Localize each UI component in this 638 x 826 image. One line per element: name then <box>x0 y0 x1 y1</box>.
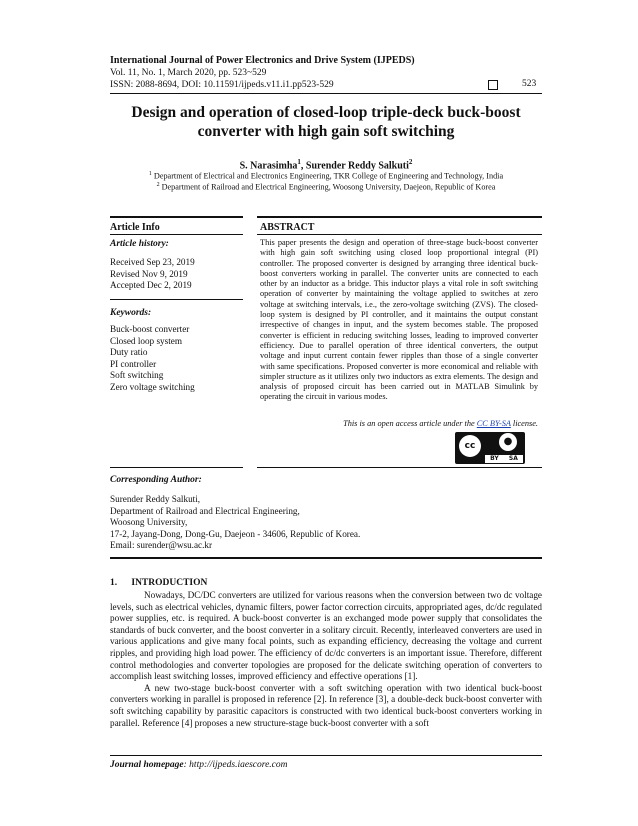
corr-line: Department of Railroad and Electrical Engineering, <box>110 505 300 516</box>
corresponding-author-label: Corresponding Author: <box>110 475 202 485</box>
affiliation-2 <box>110 182 542 192</box>
received-date: Received Sep 23, 2019 <box>110 257 195 267</box>
checkbox-icon <box>488 80 498 90</box>
author-list <box>110 158 542 171</box>
journal-name: International Journal of Power Electronics and Drive System (IJPEDS) <box>110 55 415 66</box>
article-history-label: Article history: <box>110 239 169 249</box>
author-name: S. Narasimha <box>239 160 298 172</box>
keyword-item: Duty ratio <box>110 347 148 358</box>
corr-email: Email: surender@wsu.ac.kr <box>110 540 213 551</box>
corr-line: Woosong University, <box>110 517 188 528</box>
author-affil-sup: 2 <box>408 158 413 166</box>
author-name: Surender Reddy Salkuti <box>305 160 409 172</box>
by-sa-strip <box>485 455 523 463</box>
affil-sup: 2 <box>156 182 160 188</box>
abstract-text: This paper presents the design and operation of three-stage buck-boost converter with high gain soft switching using closed loop proportional integral (PI) controller. The proposed converter is designed by arranging three identical buck-boost converters working in parallel. The converter units are connected to each other by an inductor as a bridge. This inductor plays a vital role in soft switching operation of converter by maintaining the voltage applied to switches at zero voltage at switching intervals, i.e., the zero-voltage switching (ZVS). The closed-loop system is designed by PI controller, and it maintains the output constant irrespective of changes in input, and the system becomes stable. The proposed converter is efficient in reducing switching losses, leading to improved converter efficiency. Due to parallel operation of three identical converters, the output voltage and input current contain fewer ripples than those of a single converter with same specifications. Proposed converter is more economical and reliable with simpler structure as it utilizes only two inductors as extra elements. The design and analysis of proposed circuit has been carried out in MATLAB Simulink by operating the circuit in various modes. <box>260 238 538 402</box>
corr-line: 17-2, Jayang-Dong, Dong-Gu, Daejeon - 34606, Republic of Korea. <box>110 528 361 539</box>
keywords-label: Keywords: <box>110 308 152 318</box>
corresponding-author-details <box>110 494 510 552</box>
accepted-date: Accepted Dec 2, 2019 <box>110 280 192 291</box>
license-suffix: license. <box>510 419 538 428</box>
article-info-bottom-rule <box>110 467 243 468</box>
volume-info: Vol. 11, No. 1, March 2020, pp. 523~529 <box>110 68 267 78</box>
header-divider <box>110 93 542 94</box>
history-divider <box>110 299 243 300</box>
affiliation-1 <box>110 171 542 181</box>
page-number: 523 <box>522 79 537 89</box>
keyword-item: Zero voltage switching <box>110 381 195 392</box>
title-line-1: Design and operation of closed-loop triple-deck buck-boost <box>131 104 521 121</box>
homepage-url[interactable]: : http://ijpeds.iaescore.com <box>183 760 288 770</box>
keywords-list <box>110 324 195 394</box>
author-separator: , <box>300 160 306 172</box>
keyword-item: Buck-boost converter <box>110 324 190 334</box>
keyword-item: Soft switching <box>110 370 164 381</box>
paragraph: Nowadays, DC/DC converters are utilized for various reasons when the conversion between two dc voltage levels, such as electrical vehicles, dynamic filters, power factor correction circuits, appropriated ages, dc/dc regulated power supplies, etc. is required. A buck-boost converter is an exchanged mode power supply that consolidates the standards of buck converter, and the boost converter in a solitary circuit. Recently, interleaved converters are used in various applications and give many focal points, such as expanding efficiency, decreasing the voltage and current ripples, and providing high load power. The efficiency of dc/dc converters is an important issue. Therefore, different control methodologies and converter topologies are proposed for the delicate switching operation of converters to accomplish least switching losses, improved efficiency and effective operations [1]. <box>110 590 542 682</box>
affil-text: Department of Electrical and Electronics Engineering, TKR College of Engineering and Technology, India <box>151 171 504 181</box>
corresponding-bottom-rule <box>110 557 542 559</box>
journal-homepage <box>110 760 288 770</box>
revised-date: Revised Nov 9, 2019 <box>110 268 188 279</box>
section-heading-introduction: 1. INTRODUCTION <box>110 578 208 588</box>
abstract-top-rule <box>257 216 542 218</box>
article-info-rule <box>110 234 243 235</box>
article-history <box>110 257 195 292</box>
abstract-rule <box>257 234 542 235</box>
article-info-heading: Article Info <box>110 222 160 233</box>
sa-label: SA <box>508 455 518 462</box>
cc-icon: cc <box>459 435 481 457</box>
introduction-body <box>110 590 542 729</box>
homepage-label: Journal homepage <box>110 760 184 770</box>
affil-sup: 1 <box>148 171 152 177</box>
footer-rule <box>110 755 542 756</box>
license-prefix: This is an open access article under the <box>343 419 477 428</box>
keyword-item: Closed loop system <box>110 335 182 346</box>
cc-license-badge[interactable] <box>455 432 525 464</box>
author-affil-sup: 1 <box>297 158 301 166</box>
issn-doi: ISSN: 2088-8694, DOI: 10.11591/ijpeds.v11.i1.pp523-529 <box>110 80 334 90</box>
abstract-bottom-rule <box>257 467 542 468</box>
paragraph: A new two-stage buck-boost converter with a soft switching operation with two identical buck-boost converters working in parallel is proposed in reference [2]. In reference [3], a double-deck buck-boost converter with soft switching capability by parasitic capacitors is constructed with two identical buck-boost converters working in parallel. Reference [4] proposes a new structure-stage buck-boost converter with a soft <box>110 682 542 728</box>
cc-by-sa-link[interactable]: CC BY-SA <box>476 419 511 428</box>
by-label: BY <box>490 455 499 462</box>
abstract-heading: ABSTRACT <box>260 222 315 233</box>
paper-title <box>110 103 542 141</box>
open-access-notice <box>260 419 538 428</box>
article-info-top-rule <box>110 216 243 218</box>
keyword-item: PI controller <box>110 358 157 369</box>
affil-text: Department of Railroad and Electrical Engineering, Woosong University, Daejeon, Republic of Korea <box>159 182 496 192</box>
title-line-2: converter with high gain soft switching <box>197 123 455 140</box>
person-icon: ● <box>499 433 517 451</box>
corr-line: Surender Reddy Salkuti, <box>110 494 201 504</box>
